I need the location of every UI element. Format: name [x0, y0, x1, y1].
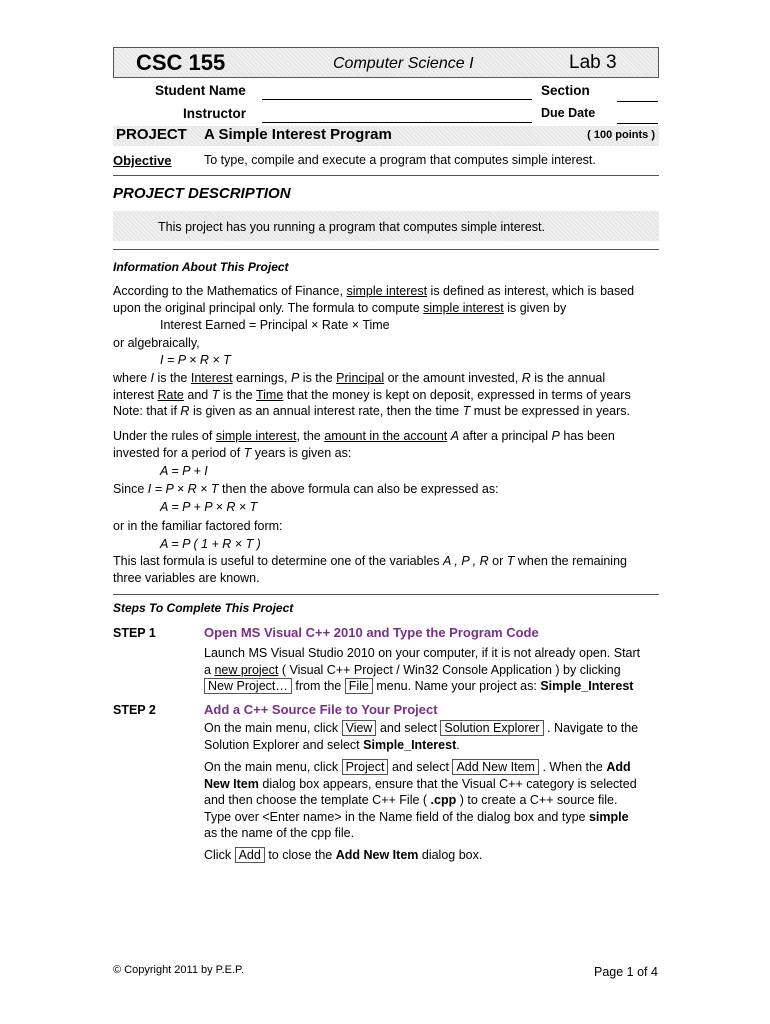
copyright: © Copyright 2011 by P.E.P. — [113, 964, 245, 976]
section-line — [617, 101, 658, 102]
instructor-label: Instructor — [183, 106, 247, 121]
step1-body: Launch MS Visual Studio 2010 on your computer, if it is not already open. Start a new project ( Visual C++ Project / Win32 Console Application ) by clicking New Project… from the File menu. Name your project as: Simple_Interest — [204, 646, 641, 693]
page-number: Page 1 of 4 — [594, 965, 658, 979]
header-bar — [113, 47, 659, 78]
step1-title: Open MS Visual C++ 2010 and Type the Program Code — [204, 625, 539, 640]
view-menu-button[interactable]: View — [342, 720, 377, 736]
info-paragraph-1: According to the Mathematics of Finance, simple interest is defined as interest, which is based upon the original principal only. The formula to compute simple interest is given by — [113, 284, 635, 315]
formula-algebraic: I = P × R × T — [160, 353, 231, 367]
divider — [113, 175, 659, 176]
step2-para-3: Click Add to close the Add New Item dialog box. — [204, 848, 483, 862]
formula-a1: A = P + I — [160, 464, 208, 478]
divider — [113, 249, 659, 250]
objective-label: Objective — [113, 153, 172, 168]
divider — [113, 594, 659, 595]
add-new-item-button[interactable]: Add New Item — [452, 759, 539, 775]
info-paragraph-3: Under the rules of simple interest, the amount in the account A after a principal P has been invested for a period of T years is given as: — [113, 429, 615, 460]
info-heading: Information About This Project — [113, 260, 289, 274]
formula-a3: A = P ( 1 + R × T ) — [160, 537, 261, 551]
section-label: Section — [541, 83, 590, 98]
project-points: ( 100 points ) — [587, 129, 655, 141]
student-name-label: Student Name — [155, 83, 246, 98]
course-code: CSC 155 — [136, 50, 226, 75]
new-project-button[interactable]: New Project… — [204, 678, 292, 694]
file-menu-button[interactable]: File — [345, 678, 373, 694]
formula-a2: A = P + P × R × T — [160, 500, 258, 514]
project-bar — [113, 126, 659, 146]
formula-words: Interest Earned = Principal × Rate × Time — [160, 318, 390, 332]
factored-form: or in the familiar factored form: — [113, 519, 283, 533]
description-box — [113, 211, 659, 241]
add-button[interactable]: Add — [235, 847, 265, 863]
objective-text: To type, compile and execute a program that computes simple interest. — [204, 153, 596, 167]
info-paragraph-2: where I is the Interest earnings, P is the Principal or the amount invested, R is the annual interest Rate and T is the Time that the money is kept on deposit, expressed in terms of years Note: that if R is given as an annual interest rate, then the time T must be expressed in years. — [113, 371, 631, 418]
since-line: Since I = P × R × T then the above formula can also be expressed as: — [113, 482, 499, 496]
project-label: PROJECT — [116, 126, 187, 143]
description-summary: This project has you running a program that computes simple interest. — [158, 220, 545, 234]
step2-label: STEP 2 — [113, 703, 156, 717]
step2-para-2: On the main menu, click Project and select Add New Item . When the Add New Item dialog box appears, ensure that the Visual C++ category is selected and then choose the template C++ File ( .cpp ) to create a C++ source file. Type over <Enter name> in the Name field of the dialog box and type simple as the name of the cpp file. — [204, 760, 637, 840]
due-date-line — [617, 123, 658, 124]
step2-title: Add a C++ Source File to Your Project — [204, 702, 438, 717]
course-subject: Computer Science I — [333, 55, 474, 72]
lab-number: Lab 3 — [569, 52, 617, 73]
solution-explorer-button[interactable]: Solution Explorer — [440, 720, 543, 736]
project-title: A Simple Interest Program — [204, 126, 392, 143]
steps-heading: Steps To Complete This Project — [113, 601, 294, 615]
due-date-label: Due Date — [541, 106, 596, 120]
info-paragraph-4: This last formula is useful to determine one of the variables A , P , R or T when the remaining three variables are known. — [113, 554, 627, 585]
step1-label: STEP 1 — [113, 626, 156, 640]
section-heading-description: PROJECT DESCRIPTION — [113, 185, 291, 202]
instructor-line — [262, 122, 532, 123]
step2-para-1: On the main menu, click View and select Solution Explorer . Navigate to the Solution Explorer and select Simple_Interest. — [204, 721, 639, 752]
project-menu-button[interactable]: Project — [342, 759, 389, 775]
student-name-line — [262, 99, 532, 100]
or-algebraically: or algebraically, — [113, 336, 200, 350]
